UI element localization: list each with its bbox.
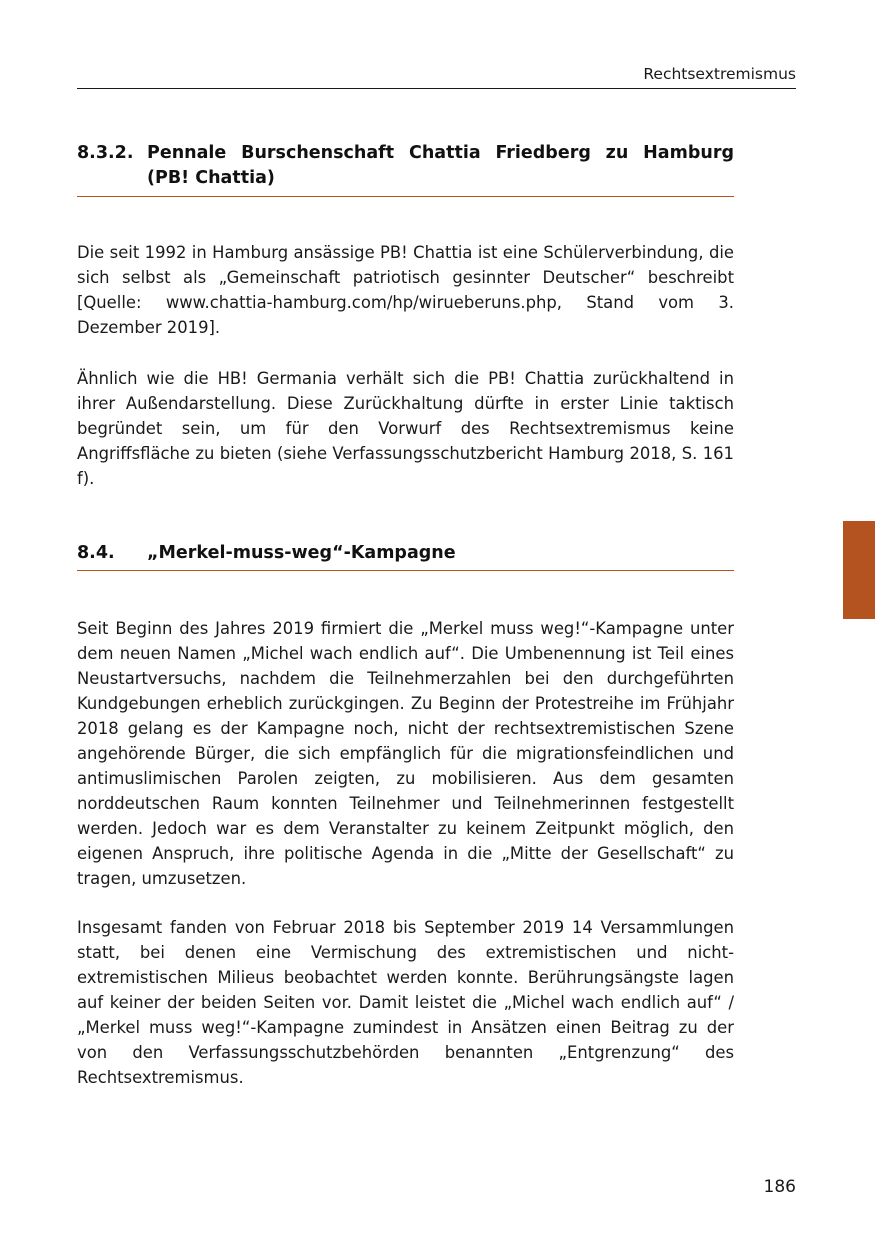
page-number: 186 — [763, 1177, 796, 1197]
running-header: Rechtsextremismus — [643, 65, 796, 83]
paragraph: Ähnlich wie die HB! Germania verhält sich die PB! Chattia zurückhaltend in ihrer Außendarstellung. Diese Zurückhaltung dürfte in erster Linie taktisch begründet sein, um für den Vorwurf des Rechtsextremismus keine Angriffsfläche zu bieten (siehe Verfassungsschutzbericht Hamburg 2018, S. 161 f). — [77, 369, 734, 488]
chapter-tab-marker — [843, 521, 875, 619]
paragraph: Insgesamt fanden von Februar 2018 bis September 2019 14 Versammlungen statt, bei denen eine Vermischung des extremistischen und nicht-extremistischen Milieus beobachtet werden konnte. Berührungsängste lagen auf keiner der beiden Seiten vor. Damit leistet die „Michel wach endlich auf“ / „Merkel muss weg!“-Kampagne zumindest in Ansätzen einen Beitrag zu der von den Verfassungsschutzbehörden benannten „Entgrenzung“ des Rechtsextremismus. — [77, 918, 734, 1087]
header-rule — [77, 88, 796, 89]
section-rule — [77, 570, 734, 571]
paragraph: Die seit 1992 in Hamburg ansässige PB! Chattia ist eine Schülerverbindung, die sich selbst als „Gemeinschaft patriotisch gesinnter Deutscher“ beschreibt [Quelle: www.chattia-hamburg.com/hp/wirueberuns.php, Stand vom 3. Dezember 2019]. — [77, 243, 734, 337]
section-number: 8.4. — [77, 543, 115, 563]
section-number: 8.3.2. — [77, 143, 134, 163]
paragraph: Seit Beginn des Jahres 2019 firmiert die „Merkel muss weg!“-Kampagne unter dem neuen Namen „Michel wach endlich auf“. Die Umbenennung ist Teil eines Neustartversuchs, nachdem die Teilnehmerzahlen bei den durchgeführten Kundgebungen erheblich zurückgingen. Zu Beginn der Protestreihe im Frühjahr 2018 gelang es der Kampagne noch, nicht der rechtsextremistischen Szene angehörende Bürger, die sich empfänglich für die migrationsfeindlichen und antimuslimischen Parolen zeigten, zu mobilisieren. Aus dem gesamten norddeutschen Raum konnten Teilnehmer und Teilnehmerinnen festgestellt werden. Jedoch war es dem Veranstalter zu keinem Zeitpunkt möglich, den eigenen Anspruch, ihre politische Agenda in die „Mitte der Gesellschaft“ zu tragen, umzusetzen. — [77, 619, 734, 888]
section-rule — [77, 196, 734, 197]
section-title: „Merkel-muss-weg“-Kampagne — [147, 543, 456, 563]
section-title: Pennale Burschenschaft Chattia Friedberg zu Hamburg (PB! Chattia) — [147, 143, 734, 188]
section-heading-8-4 — [77, 541, 734, 566]
section-heading-8-3-2 — [77, 141, 734, 191]
